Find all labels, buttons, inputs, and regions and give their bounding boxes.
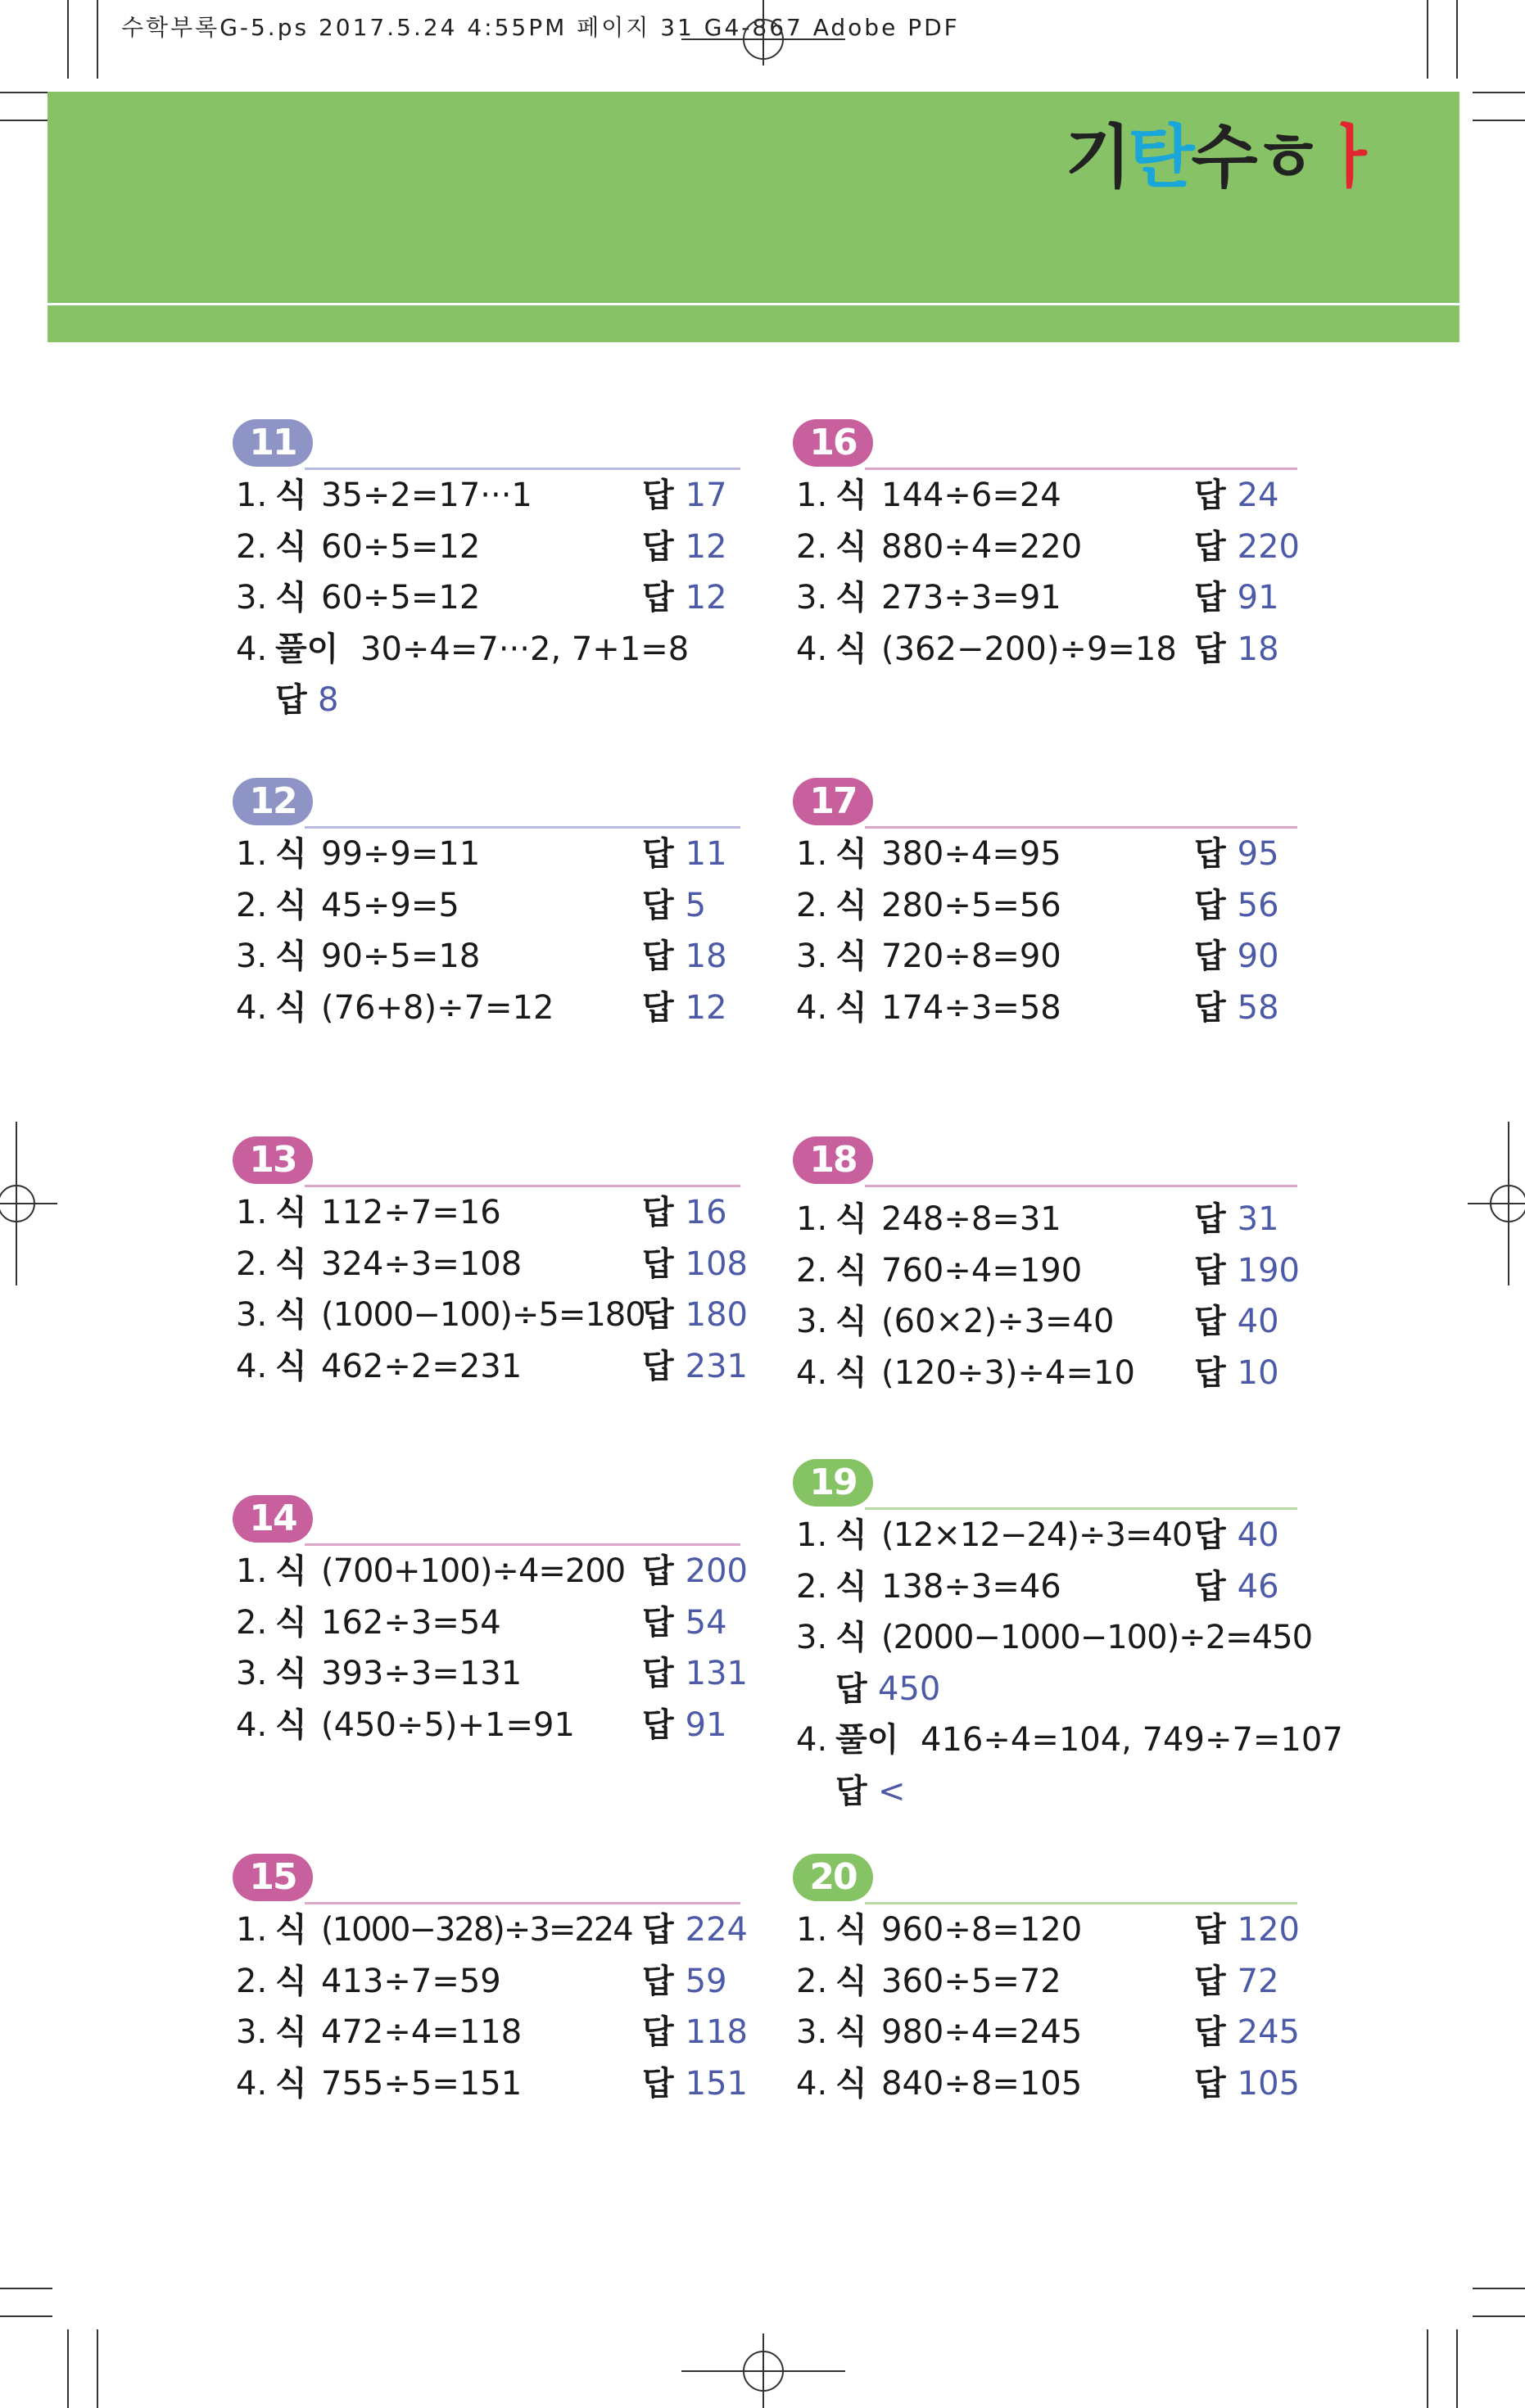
equation: 416÷4=104, 749÷7=107 (921, 1721, 1343, 1759)
keyword-label: 풀이 (275, 630, 339, 668)
answer-label: 답 (642, 1194, 674, 1231)
answer-value: 40 (1237, 1303, 1279, 1340)
answer-label: 답 (642, 1603, 674, 1642)
keyword-label: 식 (835, 630, 867, 668)
answer-section-16 (793, 419, 1300, 675)
keyword-label: 식 (835, 527, 867, 566)
equation: 35÷2=17···1 (321, 477, 532, 514)
keyword-label: 식 (835, 1567, 867, 1606)
answer-label: 답 (642, 1655, 674, 1692)
answer-value: 17 (685, 477, 727, 514)
section-badge: 20 (793, 1854, 873, 1901)
equation: 112÷7=16 (321, 1194, 501, 1231)
keyword-label: 식 (835, 2013, 867, 2051)
answer-label: 답 (1194, 1251, 1226, 1290)
crop-mark (1473, 92, 1525, 93)
answer-value: 11 (685, 835, 727, 873)
item-number: 4. (796, 2064, 828, 2103)
answer-row (793, 1348, 1297, 1399)
answer-row (233, 2058, 748, 2110)
item-number: 4. (796, 1353, 828, 1392)
answer-row (793, 1715, 1343, 1766)
keyword-label: 식 (835, 835, 867, 873)
answer-label: 답 (642, 937, 674, 975)
answer-row (793, 1766, 1297, 1818)
keyword-label: 식 (275, 1245, 307, 1283)
answer-value: 180 (685, 1296, 748, 1334)
answer-row (793, 1296, 1297, 1348)
equation: 30÷4=7···2, 7+1=8 (360, 630, 690, 668)
answer-label: 답 (642, 527, 674, 566)
header-rule (48, 303, 1459, 305)
answer-section-18 (793, 1136, 1300, 1398)
answer-label: 답 (642, 1296, 674, 1334)
answer-row (793, 983, 1297, 1034)
answer-label: 답 (642, 886, 674, 924)
keyword-label: 식 (275, 579, 307, 617)
item-number: 3. (796, 2013, 828, 2051)
equation: 880÷4=220 (881, 527, 1083, 566)
section-badge: 13 (233, 1136, 313, 1184)
answer-label: 답 (642, 1245, 674, 1283)
item-number: 3. (236, 2013, 268, 2051)
item-number: 4. (796, 630, 828, 668)
answer-label: 답 (642, 1347, 674, 1385)
keyword-label: 식 (835, 886, 867, 924)
answer-value: 59 (685, 1962, 727, 2000)
keyword-label: 식 (275, 1347, 307, 1385)
crop-mark (0, 2315, 52, 2317)
section-badge: 16 (793, 419, 873, 467)
answer-row (233, 1290, 748, 1341)
answer-row (793, 2058, 1300, 2110)
keyword-label: 식 (275, 1603, 307, 1642)
answer-row (793, 572, 1297, 624)
answer-row (793, 1664, 1297, 1715)
equation: 380÷4=95 (881, 835, 1061, 873)
answer-label: 답 (642, 579, 674, 617)
answer-label: 답 (275, 681, 307, 719)
equation: 174÷3=58 (881, 988, 1061, 1027)
equation: 840÷8=105 (881, 2064, 1083, 2103)
answer-row (793, 829, 1297, 880)
equation: 45÷9=5 (321, 886, 459, 924)
keyword-label: 식 (275, 1194, 307, 1231)
item-number: 2. (796, 886, 828, 924)
answer-value: 131 (685, 1655, 748, 1692)
answer-label: 답 (1194, 630, 1226, 668)
equation: 60÷5=12 (321, 527, 481, 566)
keyword-label: 식 (835, 1911, 867, 1949)
answer-label: 답 (1194, 477, 1226, 514)
item-number: 4. (236, 1705, 268, 1744)
answer-value: 118 (685, 2013, 748, 2051)
answer-row (233, 470, 740, 522)
answer-row (233, 931, 740, 983)
equation: 60÷5=12 (321, 579, 481, 617)
answer-row (233, 1341, 748, 1393)
equation: (1000−328)÷3=224 (321, 1911, 632, 1949)
answer-label: 답 (642, 988, 674, 1027)
answer-row (793, 880, 1297, 932)
item-number: 3. (236, 1655, 268, 1692)
keyword-label: 식 (835, 1303, 867, 1340)
answer-value: 91 (685, 1705, 727, 1744)
item-number: 2. (236, 527, 268, 566)
answer-row (793, 1904, 1300, 1956)
item-number: 3. (236, 937, 268, 975)
answer-label: 답 (642, 1552, 674, 1590)
section-rule (865, 1185, 1297, 1187)
keyword-label: 풀이 (835, 1721, 899, 1759)
answer-value: 16 (685, 1194, 727, 1231)
answer-label: 답 (835, 1772, 867, 1810)
answer-label: 답 (1194, 1962, 1226, 2000)
answer-row (233, 572, 740, 624)
item-number: 1. (796, 1516, 828, 1554)
keyword-label: 식 (275, 1296, 307, 1334)
keyword-label: 식 (835, 937, 867, 975)
answer-section-12 (233, 778, 740, 1033)
answer-section-20 (793, 1854, 1300, 2109)
logo-char: 기 (1065, 117, 1129, 197)
item-number: 2. (236, 1603, 268, 1642)
section-badge: 15 (233, 1854, 313, 1901)
item-number: 2. (236, 1245, 268, 1283)
answer-row (793, 470, 1297, 522)
section-badge: 18 (793, 1136, 873, 1184)
answer-row (793, 522, 1300, 573)
item-number: 3. (796, 1619, 828, 1656)
equation: (700+100)÷4=200 (321, 1552, 626, 1590)
item-number: 1. (236, 835, 268, 873)
keyword-label: 식 (275, 1911, 307, 1949)
answer-value: 90 (1237, 937, 1279, 975)
equation: 720÷8=90 (881, 937, 1061, 975)
answer-label: 답 (1194, 1567, 1226, 1606)
item-number: 2. (796, 1251, 828, 1290)
answer-row (233, 2007, 748, 2058)
logo-char: ㅏ (1317, 117, 1381, 197)
item-number: 2. (796, 1567, 828, 1606)
item-number: 3. (236, 579, 268, 617)
keyword-label: 식 (275, 1962, 307, 2000)
registration-mark-top (681, 0, 845, 66)
answer-label: 답 (1194, 527, 1226, 566)
item-number: 3. (236, 1296, 268, 1334)
answer-label: 답 (1194, 579, 1226, 617)
answer-value: 151 (685, 2064, 748, 2103)
answer-row (233, 1239, 748, 1290)
keyword-label: 식 (275, 2064, 307, 2103)
answer-label: 답 (1194, 1200, 1226, 1238)
answer-row (233, 880, 740, 932)
answer-row (793, 1510, 1297, 1561)
answer-row (793, 1956, 1297, 2008)
item-number: 1. (236, 1194, 268, 1231)
answer-value: 54 (685, 1603, 727, 1642)
answer-section-13 (233, 1136, 748, 1392)
equation: 138÷3=46 (881, 1567, 1061, 1606)
keyword-label: 식 (835, 1251, 867, 1290)
equation: 90÷5=18 (321, 937, 481, 975)
section-badge: 12 (233, 778, 313, 825)
item-number: 3. (796, 937, 828, 975)
answer-label: 답 (1194, 2013, 1226, 2051)
crop-mark (0, 120, 52, 121)
crop-mark (1473, 2315, 1525, 2317)
logo-char: 탄 (1128, 117, 1192, 197)
keyword-label: 식 (275, 477, 307, 514)
answer-value: 12 (685, 579, 727, 617)
registration-mark-left (0, 1122, 57, 1285)
answer-value: 105 (1237, 2064, 1300, 2103)
answer-value: 40 (1237, 1516, 1279, 1554)
answer-label: 답 (1194, 2064, 1226, 2103)
logo-char: ㅎ (1254, 117, 1318, 197)
answer-value: 95 (1237, 835, 1279, 873)
answer-row (793, 1245, 1300, 1297)
answer-row (793, 1561, 1297, 1613)
item-number: 3. (796, 579, 828, 617)
answer-label: 답 (1194, 1303, 1226, 1340)
keyword-label: 식 (835, 1200, 867, 1238)
answer-label: 답 (642, 835, 674, 873)
crop-mark (97, 2329, 98, 2408)
item-number: 1. (796, 1911, 828, 1949)
answer-value: 12 (685, 527, 727, 566)
keyword-label: 식 (275, 988, 307, 1027)
keyword-label: 식 (275, 2013, 307, 2051)
answer-value: 231 (685, 1347, 748, 1385)
answer-row (793, 1194, 1297, 1245)
keyword-label: 식 (835, 1353, 867, 1392)
crop-mark (1473, 2288, 1525, 2289)
answer-label: 답 (642, 1962, 674, 2000)
crop-mark (67, 0, 69, 79)
keyword-label: 식 (835, 1516, 867, 1554)
equation: (60×2)÷3=40 (881, 1303, 1115, 1340)
answer-value: 220 (1237, 527, 1300, 566)
equation: 980÷4=245 (881, 2013, 1083, 2051)
crop-mark (1456, 0, 1458, 79)
equation: 324÷3=108 (321, 1245, 523, 1283)
answer-label: 답 (642, 1705, 674, 1744)
keyword-label: 식 (835, 2064, 867, 2103)
item-number: 4. (236, 2064, 268, 2103)
item-number: 2. (236, 1962, 268, 2000)
print-info-header: 수학부록G-5.ps 2017.5.24 4:55PM 페이지 31 G4-867 Adobe PDF (121, 14, 960, 41)
keyword-label: 식 (835, 477, 867, 514)
answer-value: 12 (685, 988, 727, 1027)
item-number: 4. (236, 1347, 268, 1385)
item-number: 1. (796, 1200, 828, 1238)
equation: 162÷3=54 (321, 1603, 501, 1642)
answer-row (793, 931, 1297, 983)
item-number: 2. (796, 1962, 828, 2000)
item-number: 1. (236, 1552, 268, 1590)
answer-value: 46 (1237, 1567, 1279, 1606)
item-number: 1. (796, 835, 828, 873)
answer-value: 5 (685, 886, 707, 924)
keyword-label: 식 (275, 886, 307, 924)
equation: 960÷8=120 (881, 1911, 1083, 1949)
answer-value: 18 (685, 937, 727, 975)
crop-mark (1427, 2329, 1428, 2408)
answer-label: 답 (1194, 1353, 1226, 1392)
item-number: 3. (796, 1303, 828, 1340)
answer-value: 18 (1237, 630, 1279, 668)
equation: (450÷5)+1=91 (321, 1705, 575, 1744)
answer-section-15 (233, 1854, 748, 2109)
equation: 99÷9=11 (321, 835, 481, 873)
answer-row (793, 624, 1297, 675)
answer-value: 56 (1237, 886, 1279, 924)
section-badge: 17 (793, 778, 873, 825)
keyword-label: 식 (835, 579, 867, 617)
registration-mark-bottom (681, 2333, 845, 2408)
answer-value: 72 (1237, 1962, 1279, 2000)
answer-row (233, 624, 740, 675)
item-number: 2. (236, 886, 268, 924)
answer-section-14 (233, 1495, 748, 1751)
equation: (120÷3)÷4=10 (881, 1353, 1135, 1392)
keyword-label: 식 (275, 937, 307, 975)
item-number: 1. (236, 477, 268, 514)
crop-mark (1456, 2329, 1458, 2408)
keyword-label: 식 (835, 1962, 867, 2000)
answer-label: 답 (1194, 1516, 1226, 1554)
equation: 360÷5=72 (881, 1962, 1061, 2000)
brand-logo (1065, 117, 1381, 197)
item-number: 4. (236, 630, 268, 668)
crop-mark (0, 2288, 52, 2289)
equation: 472÷4=118 (321, 2013, 523, 2051)
answer-row (793, 1612, 1313, 1664)
equation: 413÷7=59 (321, 1962, 501, 2000)
answer-row (233, 1187, 740, 1239)
section-badge: 19 (793, 1459, 873, 1507)
answer-row (233, 1700, 740, 1751)
answer-row (233, 675, 740, 726)
keyword-label: 식 (275, 527, 307, 566)
answer-value: 120 (1237, 1911, 1300, 1949)
keyword-label: 식 (835, 1619, 867, 1656)
answer-row (233, 1597, 740, 1649)
answer-label: 답 (1194, 835, 1226, 873)
crop-mark (97, 0, 98, 79)
answer-label: 답 (642, 477, 674, 514)
answer-value: 24 (1237, 477, 1279, 514)
item-number: 4. (796, 988, 828, 1027)
equation: (362−200)÷9=18 (881, 630, 1177, 668)
equation: (1000−100)÷5=180 (321, 1296, 645, 1334)
registration-mark-right (1468, 1122, 1525, 1285)
answer-label: 답 (835, 1669, 867, 1708)
keyword-label: 식 (275, 1705, 307, 1744)
item-number: 4. (796, 1721, 828, 1759)
logo-char: 수 (1191, 117, 1255, 197)
crop-mark (1473, 120, 1525, 121)
answer-value: 200 (685, 1552, 748, 1590)
item-number: 1. (796, 477, 828, 514)
answer-row (233, 1956, 740, 2008)
item-number: 1. (236, 1911, 268, 1949)
answer-label: 답 (1194, 886, 1226, 924)
equation: (2000−1000−100)÷2=450 (881, 1619, 1313, 1656)
crop-mark (67, 2329, 69, 2408)
answer-value: 190 (1237, 1251, 1300, 1290)
answer-value: 58 (1237, 988, 1279, 1027)
crop-mark (1427, 0, 1428, 79)
answer-label: 답 (1194, 988, 1226, 1027)
answer-row (233, 829, 740, 880)
answer-section-17 (793, 778, 1297, 1033)
answer-row (233, 1648, 748, 1700)
answer-section-11 (233, 419, 740, 726)
equation: (12×12−24)÷3=40 (881, 1516, 1192, 1554)
answer-value: 91 (1237, 579, 1279, 617)
equation: 393÷3=131 (321, 1655, 523, 1692)
equation: 248÷8=31 (881, 1200, 1061, 1238)
equation: 144÷6=24 (881, 477, 1061, 514)
answer-value: 108 (685, 1245, 748, 1283)
answer-row (233, 1904, 748, 1956)
answer-value: 224 (685, 1911, 748, 1949)
section-badge: 11 (233, 419, 313, 467)
answer-value: 450 (878, 1669, 941, 1708)
answer-value: 31 (1237, 1200, 1279, 1238)
answer-label: 답 (642, 2013, 674, 2051)
answer-row (233, 1546, 748, 1597)
answer-label: 답 (1194, 1911, 1226, 1949)
keyword-label: 식 (275, 835, 307, 873)
crop-mark (0, 92, 52, 93)
answer-value: 10 (1237, 1353, 1279, 1392)
equation: 273÷3=91 (881, 579, 1061, 617)
equation: (76+8)÷7=12 (321, 988, 554, 1027)
equation: 280÷5=56 (881, 886, 1061, 924)
keyword-label: 식 (835, 988, 867, 1027)
answer-value: 8 (318, 681, 339, 719)
keyword-label: 식 (275, 1552, 307, 1590)
answer-value: < (878, 1772, 906, 1810)
answer-row (233, 983, 740, 1034)
answer-label: 답 (642, 2064, 674, 2103)
equation: 462÷2=231 (321, 1347, 523, 1385)
answer-value: 245 (1237, 2013, 1300, 2051)
section-badge: 14 (233, 1495, 313, 1543)
answer-label: 답 (642, 1911, 674, 1949)
answer-row (233, 522, 740, 573)
keyword-label: 식 (275, 1655, 307, 1692)
answer-row (793, 2007, 1300, 2058)
item-number: 4. (236, 988, 268, 1027)
equation: 760÷4=190 (881, 1251, 1083, 1290)
item-number: 2. (796, 527, 828, 566)
equation: 755÷5=151 (321, 2064, 523, 2103)
answer-section-19 (793, 1459, 1343, 1817)
answer-label: 답 (1194, 937, 1226, 975)
